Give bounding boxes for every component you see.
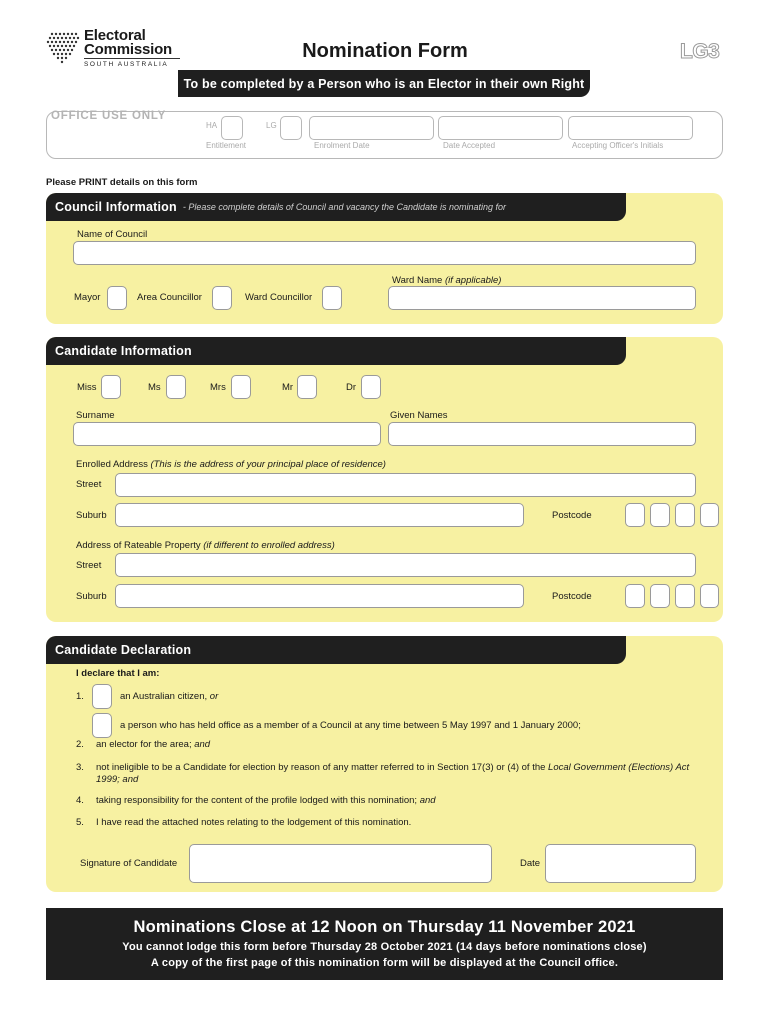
item-1-number: 1.	[76, 691, 84, 702]
title-ms-label: Ms	[148, 382, 161, 393]
rateable-suburb-label: Suburb	[76, 591, 107, 602]
logo-line-electoral: Electoral	[84, 27, 146, 44]
rateable-address-label: Address of Rateable Property (if different to enrolled address)	[76, 540, 335, 551]
surname-label: Surname	[76, 410, 115, 421]
council-name-label: Name of Council	[77, 229, 148, 240]
date-field[interactable]	[545, 844, 696, 883]
title-ms-checkbox[interactable]	[166, 375, 186, 399]
rateable-postcode-label: Postcode	[552, 591, 592, 602]
title-mrs-checkbox[interactable]	[231, 375, 251, 399]
area-councillor-checkbox[interactable]	[212, 286, 232, 310]
logo-divider	[84, 58, 180, 59]
rateable-postcode-digit-3[interactable]	[675, 584, 695, 608]
area-councillor-label: Area Councillor	[137, 292, 202, 303]
date-accepted-label: Date Accepted	[443, 141, 496, 150]
enrolled-street-label: Street	[76, 479, 102, 490]
page-title: Nomination Form	[302, 40, 468, 62]
item-3-number: 3.	[76, 762, 84, 773]
council-name-field[interactable]	[73, 241, 696, 265]
rateable-suburb-field[interactable]	[115, 584, 524, 608]
enrolment-date-label: Enrolment Date	[314, 141, 370, 150]
office-use-label: OFFICE USE ONLY	[51, 110, 167, 122]
item-5-text: I have read the attached notes relating to the lodgement of this nomination.	[96, 817, 412, 828]
title-dr-label: Dr	[346, 382, 357, 393]
mayor-label: Mayor	[74, 292, 101, 303]
nominations-lodge-note: You cannot lodge this form before Thursday 28 October 2021 (14 days before nominations close)	[122, 941, 647, 953]
declaration-heading-text: Candidate Declaration	[55, 643, 192, 657]
enrolled-suburb-label: Suburb	[76, 510, 107, 521]
entitlement-label: Entitlement	[206, 141, 247, 150]
form-code: LG3	[680, 40, 720, 63]
enrolled-street-field[interactable]	[115, 473, 696, 497]
ward-councillor-checkbox[interactable]	[322, 286, 342, 310]
date-accepted-field[interactable]	[438, 116, 563, 140]
ward-name-field[interactable]	[388, 286, 696, 310]
candidate-declaration-heading	[46, 636, 626, 664]
logo-dots-icon	[46, 30, 82, 64]
item-4-number: 4.	[76, 795, 84, 806]
print-note: Please PRINT details on this form	[46, 177, 198, 188]
enrolled-postcode-digit-1[interactable]	[625, 503, 645, 527]
title-miss-label: Miss	[77, 382, 97, 393]
former-council-member-checkbox[interactable]	[92, 713, 112, 738]
australian-citizen-checkbox[interactable]	[92, 684, 112, 709]
title-dr-checkbox[interactable]	[361, 375, 381, 399]
ward-councillor-label: Ward Councillor	[245, 292, 313, 303]
electoral-commission-logo	[46, 28, 176, 70]
given-names-label: Given Names	[390, 410, 448, 421]
ward-name-label: Ward Name (if applicable)	[392, 275, 502, 286]
title-mr-checkbox[interactable]	[297, 375, 317, 399]
council-information-heading	[46, 193, 626, 221]
candidate-information-heading	[46, 337, 626, 365]
title-miss-checkbox[interactable]	[101, 375, 121, 399]
title-mr-label: Mr	[282, 382, 294, 393]
logo-line-state: SOUTH AUSTRALIA	[84, 61, 169, 68]
enrolled-postcode-digit-3[interactable]	[675, 503, 695, 527]
date-label: Date	[520, 858, 541, 869]
officer-initials-field[interactable]	[568, 116, 693, 140]
ha-box[interactable]	[221, 116, 243, 140]
candidate-heading-text: Candidate Information	[55, 344, 192, 358]
enrolled-suburb-field[interactable]	[115, 503, 524, 527]
council-heading-note: - Please complete details of Council and vacancy the Candidate is nominating for	[182, 202, 507, 212]
declaration-intro: I declare that I am:	[76, 668, 160, 679]
rateable-street-field[interactable]	[115, 553, 696, 577]
enrolled-postcode-digit-4[interactable]	[700, 503, 719, 527]
item-5-number: 5.	[76, 817, 84, 828]
nominations-close-headline: Nominations Close at 12 Noon on Thursday 11 November 2021	[133, 918, 636, 936]
council-heading-text: Council Information	[55, 200, 177, 214]
candidate-declaration-section	[46, 636, 723, 892]
form-subtitle: To be completed by a Person who is an Elector in their own Right	[183, 76, 585, 91]
nominations-close-banner	[46, 908, 723, 980]
officer-initials-label: Accepting Officer's Initials	[572, 141, 664, 150]
nominations-display-note: A copy of the first page of this nomination form will be displayed at the Council office.	[150, 957, 619, 969]
enrolled-postcode-label: Postcode	[552, 510, 592, 521]
lg-box[interactable]	[280, 116, 302, 140]
logo-line-commission: Commission	[84, 41, 173, 58]
mayor-checkbox[interactable]	[107, 286, 127, 310]
item-2-text: an elector for the area; and	[96, 739, 211, 750]
given-names-field[interactable]	[388, 422, 696, 446]
item-3-text: not ineligible to be a Candidate for election by reason of any matter referred to in Section 17(3) or (4) of the Local Government (Elections) Act 1999; and	[96, 762, 690, 785]
signature-label: Signature of Candidate	[80, 858, 178, 869]
rateable-street-label: Street	[76, 560, 102, 571]
form-subtitle-bar	[178, 70, 590, 97]
council-information-section	[46, 193, 723, 324]
surname-field[interactable]	[73, 422, 381, 446]
candidate-information-section	[46, 337, 723, 622]
ha-label: HA	[206, 121, 218, 130]
title-mrs-label: Mrs	[210, 382, 226, 393]
rateable-postcode-digit-4[interactable]	[700, 584, 719, 608]
enrolment-date-field[interactable]	[309, 116, 434, 140]
rateable-postcode-digit-1[interactable]	[625, 584, 645, 608]
enrolled-address-label: Enrolled Address (This is the address of your principal place of residence)	[76, 459, 386, 470]
enrolled-postcode-digit-2[interactable]	[650, 503, 670, 527]
item-2-number: 2.	[76, 739, 84, 750]
item-1a-text: an Australian citizen, or	[120, 691, 219, 702]
rateable-postcode-digit-2[interactable]	[650, 584, 670, 608]
signature-field[interactable]	[189, 844, 492, 883]
item-4-text: taking responsibility for the content of the profile lodged with this nomination; and	[96, 795, 436, 806]
lg-label: LG	[266, 121, 277, 130]
item-1b-text: a person who has held office as a member of a Council at any time between 5 May 1997 and 1 January 2000;	[120, 720, 581, 731]
